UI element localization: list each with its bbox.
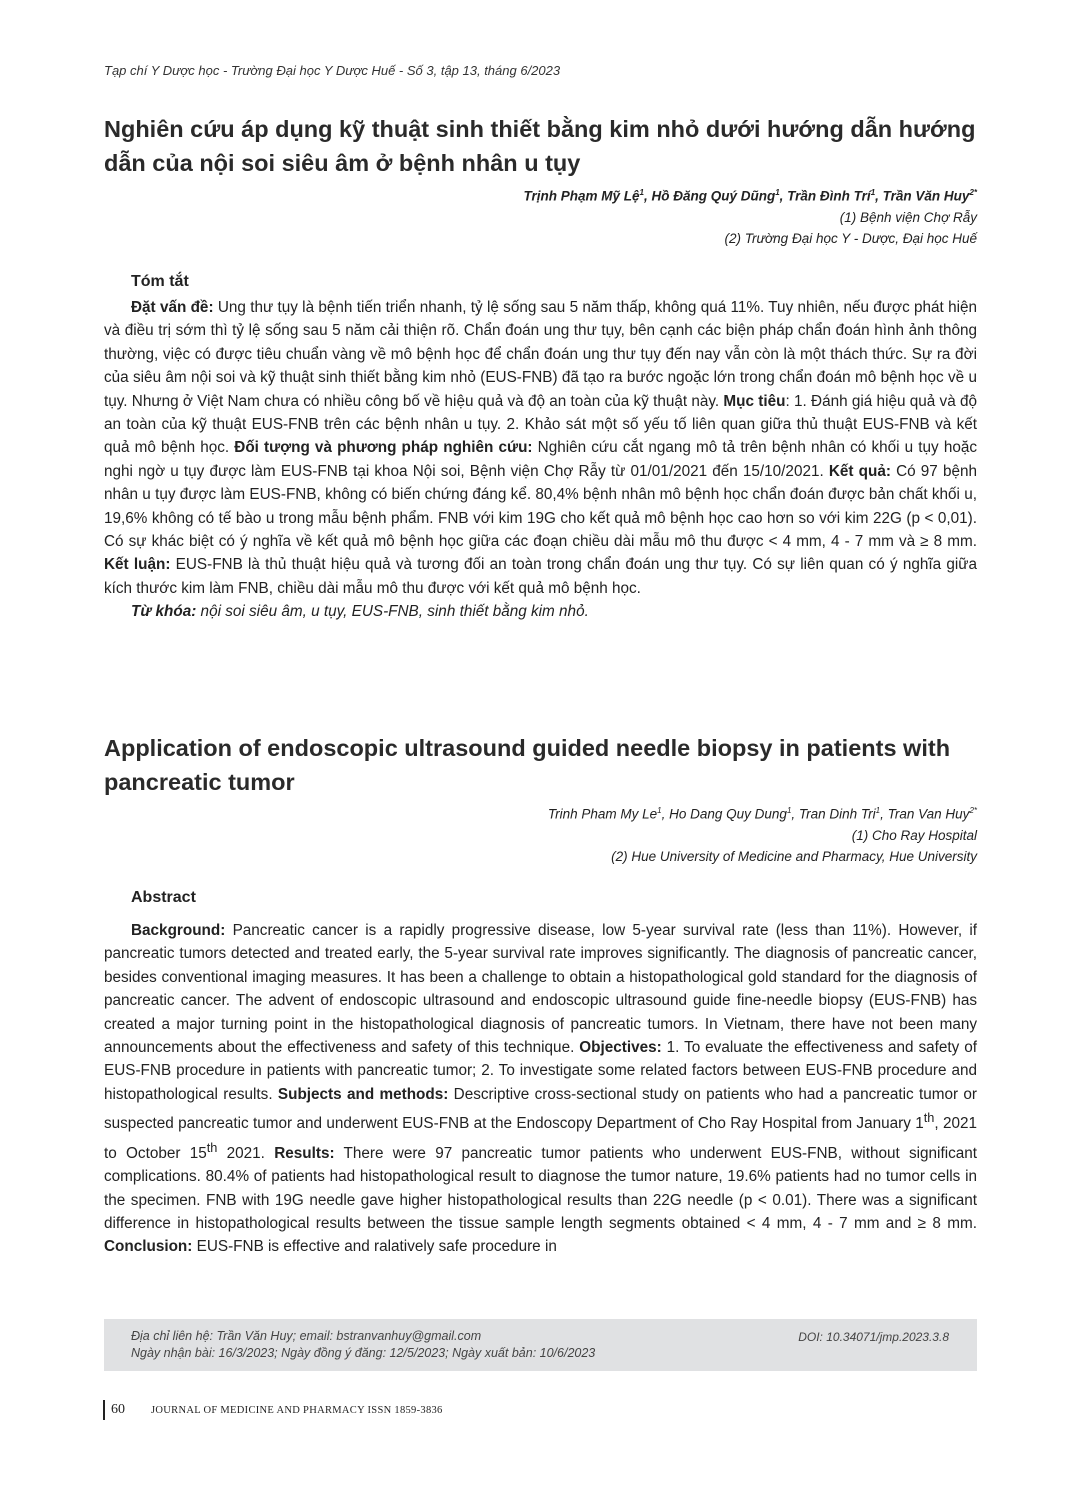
methods-text: Nghiên cứu cắt ngang mô tả trên bệnh nhân có khối u tụy hoặc nghi ngờ u tụy được làm EUS-FNB tại khoa Nội soi, Bệnh viện Chợ Rẫy từ 01/01/2021 đến 15/10/2021. [104, 439, 978, 480]
conclusion-text: EUS-FNB là thủ thuật hiệu quả và tương đối an toàn trong chẩn đoán ung thư tụy. Có sự liên quan có ý nghĩa giữa kích thước kim làm FNB, chiều dài mẫu mô thu được với kết quả mô bệnh học. [104, 556, 977, 597]
methods-text: 2021. [217, 1144, 275, 1162]
doi: DOI: 10.34071/jmp.2023.3.8 [798, 1330, 949, 1344]
author-name: Tran Dinh Tri [798, 806, 876, 822]
page-footer [103, 1400, 443, 1420]
keywords-label: Từ khóa: [131, 603, 197, 621]
affiliation: (1) Cho Ray Hospital [851, 827, 977, 843]
vietnamese-abstract [104, 296, 977, 624]
keywords-text: nội soi siêu âm, u tụy, EUS-FNB, sinh thiết bằng kim nhỏ. [196, 603, 589, 621]
journal-name: JOURNAL OF MEDICINE AND PHARMACY ISSN 1859-3836 [151, 1404, 443, 1416]
author-name: Ho Dang Quy Dung [669, 806, 787, 822]
author-name: Hồ Đăng Quý Dũng [651, 188, 776, 204]
author-name: Tran Van Huy [887, 806, 970, 822]
author-affiliation-mark: 1 [657, 806, 662, 815]
contact-line: Địa chỉ liên hệ: Trần Văn Huy; email: bstranvanhuy@gmail.com [131, 1329, 482, 1343]
abstract-paragraph [104, 296, 977, 600]
affiliation: (1) Bệnh viện Chợ Rẫy [839, 209, 977, 225]
objectives-label: Objectives: [579, 1039, 662, 1057]
ordinal-suffix: th [206, 1139, 218, 1155]
author-name: Trịnh Phạm Mỹ Lệ [523, 188, 640, 204]
results-label: Kết quả: [828, 462, 891, 480]
english-title: Application of endoscopic ultrasound guided needle biopsy in patients with pancreatic tumor [104, 735, 951, 795]
objectives-text: : 1. Đánh giá hiệu quả và độ an toàn của kỹ thuật EUS-FNB trên các bệnh nhân u tụy. 2. Khảo sát một số yếu tố liên quan giữa thủ thuật EUS-FNB và kết quả mô bệnh học. [104, 392, 977, 457]
author-name: Trần Đình Trí [787, 188, 871, 204]
abstract-paragraph [104, 919, 977, 1259]
correspondence-box [104, 1319, 977, 1371]
vietnamese-author-block [523, 182, 977, 249]
author-affiliation-mark: 2* [969, 806, 977, 815]
affiliation: (2) Hue University of Medicine and Pharmacy, Hue University [611, 848, 977, 864]
vietnamese-title: Nghiên cứu áp dụng kỹ thuật sinh thiết bằng kim nhỏ dưới hướng dẫn hướng dẫn của nội soi siêu âm ở bệnh nhân u tụy [104, 116, 976, 176]
english-author-block [548, 800, 977, 867]
conclusion-label: Conclusion: [104, 1238, 193, 1256]
author-list: Trịnh Phạm Mỹ Lệ$^1$, Hồ Đăng Quý Dũng$^1$, Trần Đình Trí$^1$, Trần Văn Huy$^{2*}$ [523, 188, 977, 204]
results-text: Có 97 bệnh nhân u tụy được làm EUS-FNB, không có biến chứng đáng kể. 80,4% bệnh nhân mô bệnh học chẩn đoán được bản chất khối u, 19,6% không có tế bào u trong mẫu bệnh phẩm. FNB với kim 19G cho kết quả mô bệnh học cao hơn so với kim 22G (p < 0,01). Có sự khác biệt có ý nghĩa về kết quả mô bệnh học giữa các đoạn chiều dài mẫu mô thu được < 4 mm, 4 - 7 mm và ≥ 8 mm. [104, 462, 977, 551]
journal-header: Tạp chí Y Dược học - Trường Đại học Y Dược Huế - Số 3, tập 13, tháng 6/2023 [104, 63, 561, 78]
conclusion-label: Kết luận: [104, 556, 171, 574]
background-label: Background: [131, 922, 226, 939]
results-text: There were 97 pancreatic tumor patients who underwent EUS-FNB, without significant complications. 80.4% of patients had histopathological result to diagnose the tumor nature, 19.6% patients had no tumor cells in the specimen. FNB with 19G needle gave higher histopathological results than 22G needle (p < 0.01). There was a significant difference in histopathological results between the tissue sample length segments obtained < 4 mm, 4 - 7 mm and ≥ 8 mm. [104, 1144, 978, 1233]
page-number: 60 [111, 1402, 125, 1417]
keywords-paragraph [104, 600, 977, 623]
background-text: Pancreatic cancer is a rapidly progressive disease, low 5-year survival rate (less than 11%). However, if pancreatic tumors detected and treated early, the 5-year survival rate improves significantly. The diagnosis of pancreatic cancer, besides conventional imaging measures. It has been a challenge to obtain a histopathological gold standard for the diagnosis of pancreatic cancer. The advent of endoscopic ultrasound and endoscopic ultrasound guide fine-needle biopsy (EUS-FNB) has created a major turning point in the histopathological diagnosis of pancreatic tumors. In Vietnam, there have not been many announcements about the effectiveness and safety of this technique. [104, 922, 977, 1057]
author-name: Trinh Pham My Le [547, 806, 658, 822]
ordinal-suffix: th [923, 1110, 935, 1126]
footer-divider [103, 1400, 105, 1420]
author-affiliation-mark: 1 [786, 806, 792, 815]
results-label: Results: [274, 1144, 335, 1162]
methods-label: Đối tượng và phương pháp nghiên cứu: [234, 439, 533, 457]
background-label: Đặt vấn đề: [131, 299, 214, 316]
author-name: Trần Văn Huy [882, 188, 970, 204]
author-affiliation-mark: 1 [775, 188, 780, 197]
objectives-label: Mục tiêu [723, 392, 786, 410]
methods-text: , 2021 to October 15 [104, 1115, 977, 1162]
author-list: Trinh Pham My Le$^1$, Ho Dang Quy Dung$^1$, Tran Dinh Tri$^1$, Tran Van Huy$^{2*}$ [547, 806, 977, 822]
english-abstract [104, 919, 977, 1259]
methods-text: Descriptive cross-sectional study on patients who had a pancreatic tumor or suspected pancreatic tumor and underwent EUS-FNB at the Endoscopy Department of Cho Ray Hospital from January 1 [104, 1085, 977, 1133]
author-affiliation-mark: 1 [639, 188, 644, 197]
dates-line: Ngày nhận bài: 16/3/2023; Ngày đồng ý đăng: 12/5/2023; Ngày xuất bản: 10/6/2023 [131, 1346, 596, 1360]
conclusion-text: EUS-FNB is effective and ralatively safe procedure in [192, 1238, 557, 1256]
section-heading-abstract: Abstract [131, 889, 196, 906]
methods-label: Subjects and methods: [277, 1085, 449, 1103]
section-heading-tom-tat: Tóm tắt [131, 273, 189, 290]
author-affiliation-mark: 1 [870, 188, 876, 197]
author-affiliation-mark: 1 [875, 806, 881, 815]
affiliation: (2) Trường Đại học Y - Dược, Đại học Huế [724, 230, 977, 246]
author-affiliation-mark: 2* [969, 188, 977, 197]
objectives-text: 1. To evaluate the effectiveness and safety of EUS-FNB procedure in patients with pancreatic tumor; 2. To investigate some related factors between EUS-FNB procedure and histopathological results. [104, 1039, 977, 1103]
correspondence-info [131, 1328, 595, 1362]
background-text: Ung thư tụy là bệnh tiến triển nhanh, tỷ lệ sống sau 5 năm thấp, không quá 11%. Tuy nhiên, nếu được phát hiện và điều trị sớm thì tỷ lệ sống sau 5 năm cải thiện rõ. Chẩn đoán ung thư tụy, bên cạnh các biện pháp chẩn đoán hình ảnh thông thường, việc có được tiêu chuẩn vàng về mô bệnh học để chẩn đoán ung thư tụy đến nay vẫn còn là một thách thức. Sự ra đời của siêu âm nội soi và kỹ thuật sinh thiết bằng kim nhỏ (EUS-FNB) đã tạo ra bước ngoặc lớn trong chẩn đoán mô bệnh học về u tụy. Nhưng ở Việt Nam chưa có nhiều công bố về hiệu quả và độ an toàn của kỹ thuật này. [104, 299, 977, 410]
